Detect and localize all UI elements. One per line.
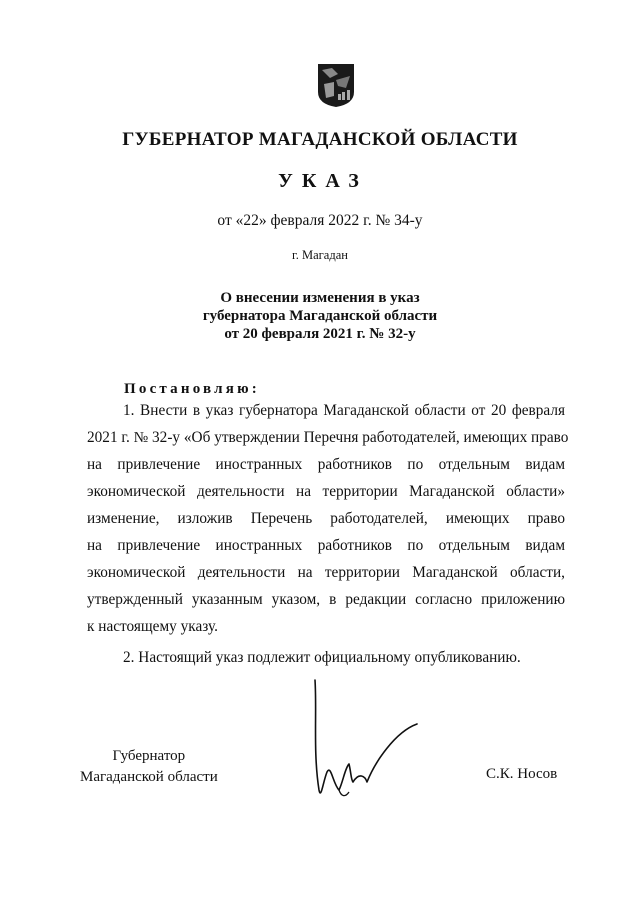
paragraph-2: 2. Настоящий указ подлежит официальному опубликованию. [123, 649, 521, 666]
paragraph-line: 1. Внести в указ губернатора Магаданской области от 20 февраля [123, 402, 565, 419]
subject-line: от 20 февраля 2021 г. № 32-у [224, 326, 416, 342]
paragraph-line: на привлечение иностранных работников по отдельным видам [87, 456, 565, 473]
issuer-title: ГУБЕРНАТОР МАГАДАНСКОЙ ОБЛАСТИ [122, 129, 518, 150]
subject-line: О внесении изменения в указ [220, 290, 420, 306]
subject-line: губернатора Магаданской области [202, 308, 438, 324]
paragraph-line: к настоящему указу. [87, 618, 218, 635]
paragraph-line: изменение, изложив Перечень работодателей, имеющих право [87, 510, 565, 527]
city-line: г. Магадан [292, 248, 348, 262]
position-line: Магаданской области [80, 769, 218, 785]
paragraph-line: 2021 г. № 32-у «Об утверждении Перечня работодателей, имеющих право [87, 429, 569, 446]
paragraph-line: экономической деятельности на территории Магаданской области» [87, 483, 565, 500]
paragraph-line: экономической деятельности на территории Магаданской области, [87, 564, 565, 581]
document-type: УКАЗ [278, 170, 368, 192]
handwritten-signature [305, 672, 425, 812]
resolve-heading: Постановляю: [124, 381, 260, 397]
date-number-line: от «22» февраля 2022 г. № 34-у [217, 212, 423, 229]
signatory-position [80, 746, 218, 788]
paragraph-line: утвержденный указанным указом, в редакции согласно приложению [87, 591, 565, 608]
signatory-name: С.К. Носов [486, 766, 558, 782]
document-subject [0, 289, 640, 343]
coat-of-arms-icon [316, 62, 356, 108]
position-line: Губернатор [112, 748, 186, 764]
paragraph-line: на привлечение иностранных работников по отдельным видам [87, 537, 565, 554]
